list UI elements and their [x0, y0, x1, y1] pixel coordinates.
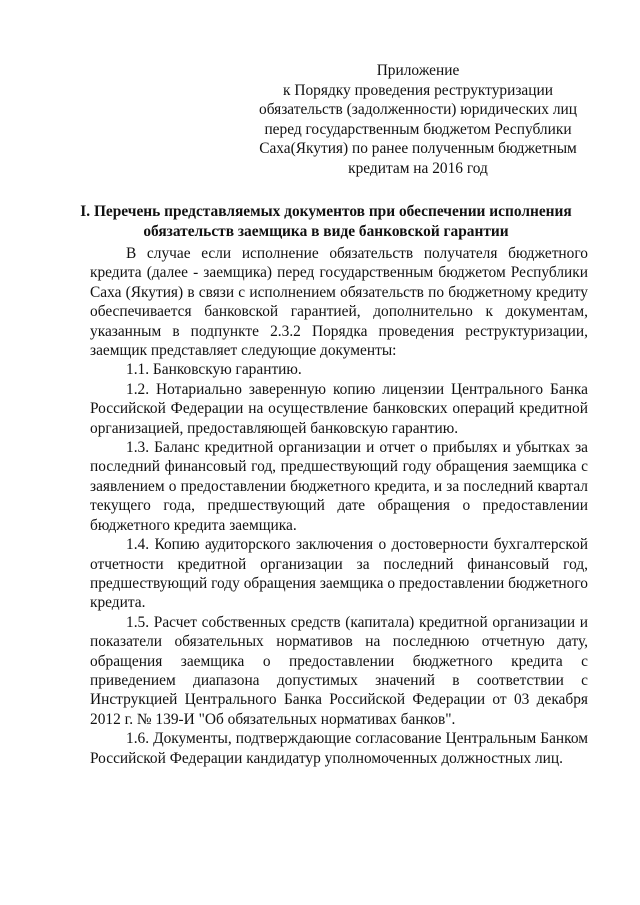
section-heading-line: I. Перечень представляемых документов при обеспечении исполнения	[80, 203, 572, 220]
section-heading-line: обязательств заемщика в виде банковской гарантии	[143, 222, 509, 240]
list-item: 1.1. Банковскую гарантию.	[126, 361, 302, 379]
appendix-header	[250, 61, 586, 179]
document-body	[90, 244, 588, 768]
appendix-line: перед государственным бюджетом Республики	[264, 120, 572, 138]
list-item: 1.3. Баланс кредитной организации и отчет о прибылях и убытках за последний финансовый год, предшествующий году обращения заемщика с заявлением о предоставлении бюджетного кредита, и за последний квартал текущего года, предшествующий дате обращения о предоставлении бюджетного кредита заемщика.	[90, 439, 588, 534]
list-item: 1.5. Расчет собственных средств (капитала) кредитной организации и показатели обязательных нормативов на последнюю отчетную дату, обращения заемщика о предоставлении бюджетного кредита с приведением диапазона допустимых значений в соответствии с Инструкцией Центрального Банка Российской Федерации от 03 декабря 2012 г. № 139-И "Об обязательных нормативах банков".	[90, 613, 588, 728]
section-heading	[64, 202, 588, 241]
appendix-line: кредитам на 2016 год	[348, 159, 488, 177]
intro-paragraph: В случае если исполнение обязательств получателя бюджетного кредита (далее - заемщика) перед государственным бюджетом Республики Саха (Якутия) в связи с исполнением обязательств по бюджетному кредиту обеспечивается банковской гарантией, дополнительно к документам, указанным в подпункте 2.3.2 Порядка проведения реструктуризации, заемщик представляет следующие документы:	[90, 245, 588, 360]
appendix-title: Приложение	[376, 62, 460, 79]
list-item: 1.4. Копию аудиторского заключения о достоверности бухгалтерской отчетности кредитной организации за последний финансовый год, предшествующий году обращения заемщика о предоставлении бюджетного кредита.	[90, 536, 588, 612]
appendix-line: к Порядку проведения реструктуризации	[283, 81, 553, 99]
appendix-line: Саха(Якутия) по ранее полученным бюджетным	[259, 140, 577, 158]
appendix-line: обязательств (задолженности) юридических лиц	[259, 101, 577, 119]
list-item: 1.2. Нотариально заверенную копию лицензии Центрального Банка Российской Федерации на осуществление банковских операций кредитной организацией, предоставляющей банковскую гарантию.	[90, 380, 588, 437]
list-item: 1.6. Документы, подтверждающие согласование Центральным Банком Российской Федерации кандидатур уполномоченных должностных лиц.	[90, 730, 588, 767]
